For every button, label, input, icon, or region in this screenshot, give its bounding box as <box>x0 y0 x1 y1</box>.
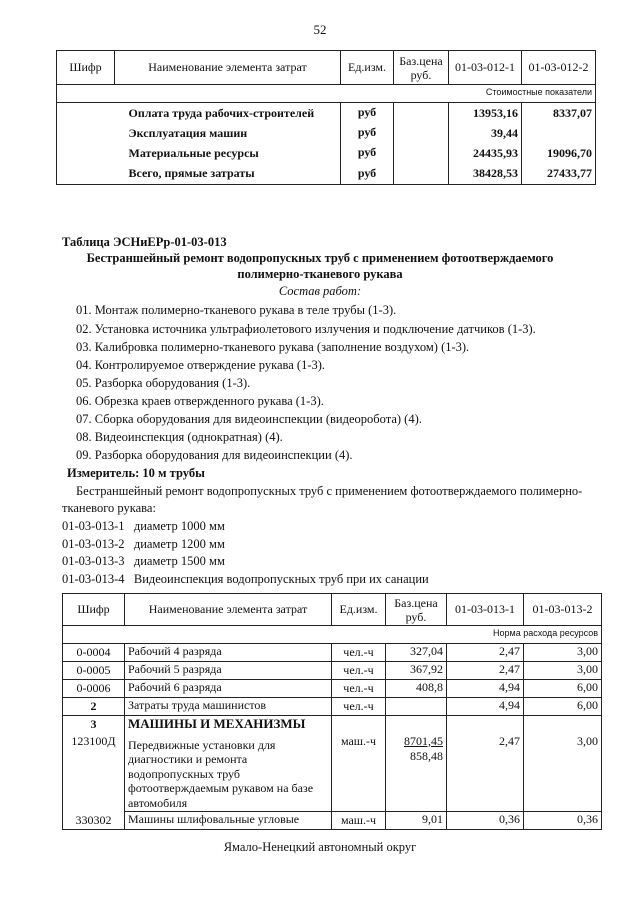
header-name: Наименование элемента затрат <box>125 594 332 626</box>
table-row <box>57 123 596 143</box>
row-unit: маш.-ч <box>332 734 386 812</box>
row-value-1: 13953,16 <box>449 103 522 123</box>
code-description: диаметр 1200 мм <box>133 537 225 551</box>
table-row <box>63 680 602 698</box>
table-row <box>57 163 596 185</box>
row-name: МАШИНЫ И МЕХАНИЗМЫ <box>125 716 332 734</box>
code-item <box>62 518 225 534</box>
row-unit: чел.-ч <box>332 680 386 698</box>
row-value-1: 4,94 <box>447 698 524 716</box>
table-row <box>57 103 596 123</box>
row-value-2: 3,00 <box>524 734 602 812</box>
row-name: Материальные ресурсы <box>115 143 341 163</box>
row-value-2: 0,36 <box>524 812 602 830</box>
row-value-1: 0,36 <box>447 812 524 830</box>
row-value-1: 2,47 <box>447 644 524 662</box>
row-value-1: 39,44 <box>449 123 522 143</box>
header-name: Наименование элемента затрат <box>115 51 341 85</box>
header-unit: Ед.изм. <box>332 594 386 626</box>
code-description: диаметр 1500 мм <box>133 554 225 568</box>
work-item: 03. Калибровка полимерно-тканевого рукава (заполнение воздухом) (1-3). <box>76 340 470 354</box>
description-line-2: тканевого рукава: <box>62 501 156 515</box>
header-col1: 01-03-013-1 <box>447 594 524 626</box>
resource-table-013 <box>62 593 602 830</box>
subheader-label: Стоимостные показатели <box>57 85 596 103</box>
meter-label: Измеритель: 10 м трубы <box>67 466 205 480</box>
code-number: 01-03-013-4 <box>62 572 125 586</box>
row-name: Рабочий 4 разряда <box>125 644 332 662</box>
row-value-2 <box>522 123 596 143</box>
table-row <box>57 143 596 163</box>
row-value-1: 2,47 <box>447 734 524 812</box>
row-name: Эксплуатация машин <box>115 123 341 143</box>
row-code: 0-0004 <box>63 644 125 662</box>
row-name: Машины шлифовальные угловые <box>125 812 332 830</box>
row-value-1: 38428,53 <box>449 163 522 185</box>
table-row-section <box>63 716 602 734</box>
row-code: 330302 <box>63 812 125 830</box>
row-value-2: 3,00 <box>524 644 602 662</box>
header-col2: 01-03-013-2 <box>524 594 602 626</box>
row-unit: чел.-ч <box>332 698 386 716</box>
table-subheader-row <box>57 85 596 103</box>
header-price: Баз.цена руб. <box>394 51 449 85</box>
header-unit: Ед.изм. <box>341 51 394 85</box>
table-header-row <box>57 51 596 85</box>
row-value-2: 27433,77 <box>522 163 596 185</box>
work-item: 05. Разборка оборудования (1-3). <box>76 376 251 390</box>
code-item <box>62 536 225 552</box>
row-name: Рабочий 6 разряда <box>125 680 332 698</box>
code-description: диаметр 1000 мм <box>133 519 225 533</box>
row-unit: руб <box>341 123 394 143</box>
code-number: 01-03-013-2 <box>62 537 125 551</box>
row-code: 0-0006 <box>63 680 125 698</box>
row-price: 408,8 <box>386 680 447 698</box>
row-unit: чел.-ч <box>332 644 386 662</box>
row-price-secondary: 858,48 <box>410 748 443 763</box>
table-subheader-row <box>63 626 602 644</box>
table-row <box>63 698 602 716</box>
row-code: 3 <box>63 716 125 734</box>
header-price: Баз.цена руб. <box>386 594 447 626</box>
header-code: Шифр <box>63 594 125 626</box>
table-title: Таблица ЭСНиЕРр-01-03-013 <box>62 235 227 249</box>
work-item: 09. Разборка оборудования для видеоинспекции (4). <box>76 448 353 462</box>
row-value-2: 6,00 <box>524 680 602 698</box>
row-code: 2 <box>63 698 125 716</box>
page-footer: Ямало-Ненецкий автономный округ <box>223 840 417 854</box>
row-value-2: 3,00 <box>524 662 602 680</box>
row-name: Затраты труда машинистов <box>125 698 332 716</box>
row-price <box>386 698 447 716</box>
row-price: 367,92 <box>386 662 447 680</box>
table-row <box>63 662 602 680</box>
work-item: 07. Сборка оборудования для видеоинспекции (видеоробота) (4). <box>76 412 422 426</box>
code-item <box>62 553 225 569</box>
header-code: Шифр <box>57 51 115 85</box>
row-unit: чел.-ч <box>332 662 386 680</box>
row-unit: маш.-ч <box>332 812 386 830</box>
works-title: Состав работ: <box>278 284 362 298</box>
table-row <box>63 734 602 812</box>
header-col2: 01-03-012-2 <box>522 51 596 85</box>
row-name: Рабочий 5 разряда <box>125 662 332 680</box>
section-heading-line-2: полимерно-тканевого рукава <box>237 267 403 281</box>
row-unit: руб <box>341 143 394 163</box>
row-name: Передвижные установки для диагностики и ремонта водопропускных труб фотоотверждаемым рукавом на базе автомобиля <box>125 734 332 812</box>
row-code: 123100Д <box>63 734 125 812</box>
table-header-row <box>63 594 602 626</box>
section-heading-line-1: Бестраншейный ремонт водопропускных труб с применением фотоотверждаемого <box>86 251 554 265</box>
work-item: 01. Монтаж полимерно-тканевого рукава в теле трубы (1-3). <box>76 303 397 317</box>
work-item: 02. Установка источника ультрафиолетового излучения и подключение датчиков (1-3). <box>76 322 536 336</box>
code-item <box>62 571 429 587</box>
code-description: Видеоинспекция водопропускных труб при их санации <box>133 572 429 586</box>
row-unit: руб <box>341 163 394 185</box>
table-row <box>63 812 602 830</box>
row-value-2: 19096,70 <box>522 143 596 163</box>
description-line-1: Бестраншейный ремонт водопропускных труб с применением фотоотверждаемого полимерно- <box>76 484 583 498</box>
row-value-1: 2,47 <box>447 662 524 680</box>
header-col1: 01-03-012-1 <box>449 51 522 85</box>
row-value-2: 6,00 <box>524 698 602 716</box>
table-row <box>63 644 602 662</box>
code-number: 01-03-013-1 <box>62 519 125 533</box>
row-value-1: 4,94 <box>447 680 524 698</box>
code-number: 01-03-013-3 <box>62 554 125 568</box>
work-item: 06. Обрезка краев отвержденного рукава (1-3). <box>76 394 324 408</box>
cost-table-012 <box>56 50 596 185</box>
row-price: 327,04 <box>386 644 447 662</box>
row-code: 0-0005 <box>63 662 125 680</box>
row-price: 8701,45 <box>404 733 443 748</box>
row-value-1: 24435,93 <box>449 143 522 163</box>
row-name: Всего, прямые затраты <box>115 163 341 185</box>
work-item: 08. Видеоинспекция (однократная) (4). <box>76 430 283 444</box>
row-unit: руб <box>341 103 394 123</box>
work-item: 04. Контролируемое отверждение рукава (1-3). <box>76 358 326 372</box>
page-number: 52 <box>313 22 327 37</box>
row-value-2: 8337,07 <box>522 103 596 123</box>
row-name: Оплата труда рабочих-строителей <box>115 103 341 123</box>
subheader-label: Норма расхода ресурсов <box>63 626 602 644</box>
row-price: 9,01 <box>386 812 447 830</box>
